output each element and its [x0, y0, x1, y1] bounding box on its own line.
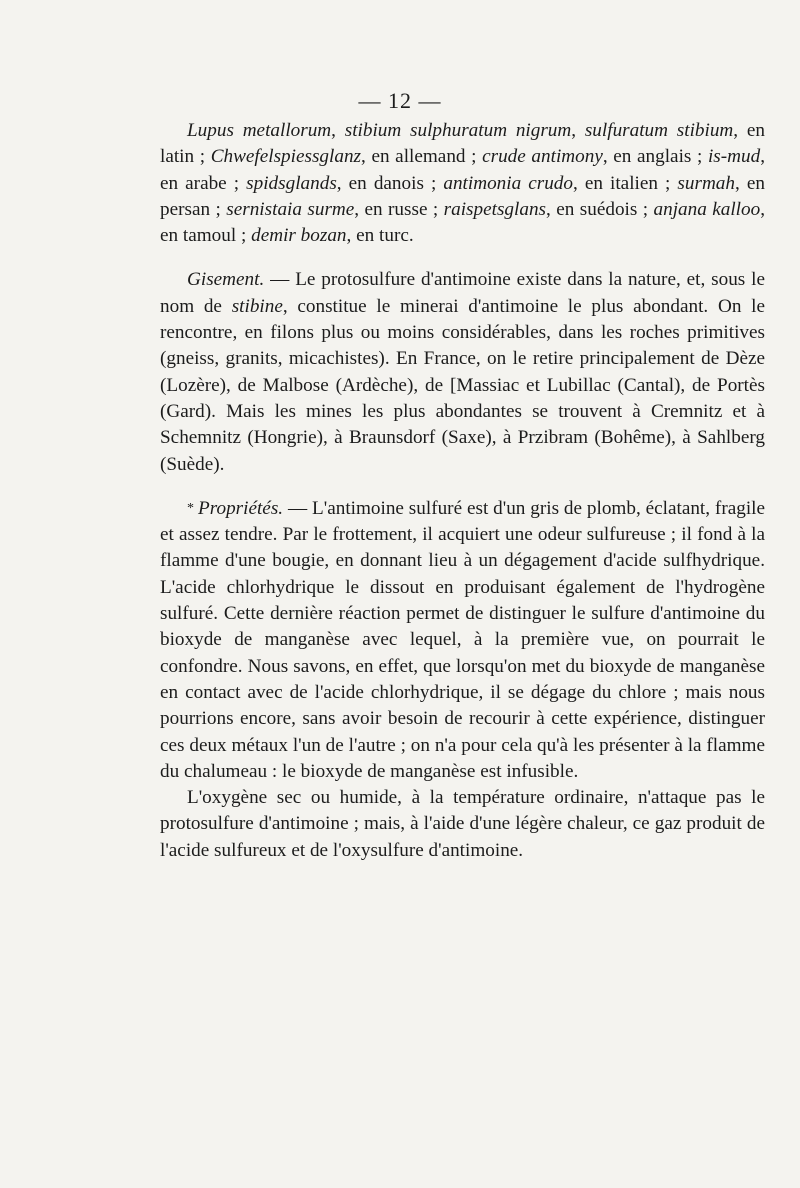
- lang-danish: , en danois ;: [336, 172, 444, 194]
- oxygene-paragraph: [160, 785, 765, 864]
- latin-name-2: stibium sulphuratum nigrum: [344, 120, 572, 141]
- gisement-text-2: , constitue le minerai d'antimoine le plus abondant. On le rencontre, en filons plus ou moins considérables, dans les roches primitives (gneiss, granits, micachistes). En France, on le retire principalement de Dèze (Lozère), de Malbose (Ardèche), de [Massiac et Lubillac (Cantal), de Portès (Gard). Mais les mines les plus abondantes se trouvent à Cremnitz et à Schemnitz (Hongrie), à Braunsdorf (Saxe), à Przibram (Bohême), à Sahlberg (Suède).: [160, 295, 765, 475]
- danish-name: spidsglands: [246, 172, 337, 194]
- proprietes-text: — L'antimoine sulfuré est d'un gris de plomb, éclatant, fragile et assez tendre. Par le frottement, il acquiert une odeur sulfureuse ; il fond à la flamme d'une bougie, en donnant lieu à un dégagement d'acide sulfhydrique. L'acide chlorhydrique le dissout en produisant également de l'hydrogène sulfuré. Cette dernière réaction permet de distinguer le sulfure d'antimoine du bioxyde de manganèse avec lequel, à la première vue, on pourrait le confondre. Nous savons, en effet, que lorsqu'on met du bioxyde de manganèse en contact avec de l'acide chlorhydrique, il se dégage du chlore ; mais nous pourrions encore, sans avoir besoin de recourir à cette expérience, distinguer ces deux métaux l'un de l'autre ; on n'a pour cela qu'à les présenter à la flamme du chalumeau : le bioxyde de manganèse est infusible.: [160, 497, 765, 782]
- lang-tamil: , en tamoul ;: [160, 198, 765, 247]
- gisement-heading: Gisement.: [187, 269, 265, 291]
- proprietes-heading: Propriétés.: [198, 497, 284, 519]
- arabic-name: is-mud: [707, 146, 761, 168]
- names-paragraph: [160, 118, 765, 249]
- latin-name-1: Lupus metallorum: [187, 120, 332, 141]
- lang-german: , en allemand ;: [361, 146, 483, 168]
- lang-arabic: , en arabe ;: [160, 146, 765, 194]
- tamil-name: anjana kalloo: [653, 198, 761, 220]
- sep: ,: [331, 120, 345, 141]
- latin-name-3: sulfuratum stibium: [584, 120, 734, 141]
- gisement-paragraph: [160, 267, 765, 477]
- stibine-term: stibine: [231, 295, 283, 317]
- italian-name: antimonia crudo: [443, 172, 573, 194]
- page-number: — 12 —: [358, 88, 442, 113]
- english-name: crude antimony: [482, 146, 603, 168]
- persian-name: surmah: [677, 172, 735, 194]
- body-text: [160, 118, 765, 864]
- lang-latin: , en latin ;: [160, 120, 765, 168]
- russian-name: sernistaia surme: [226, 198, 355, 220]
- oxygene-text: L'oxygène sec ou humide, à la température ordinaire, n'attaque pas le protosulfure d'antimoine ; mais, à l'aide d'une légère chaleur, ce gaz produit de l'acide sulfureux et de l'oxysulfure d'antimoine.: [160, 787, 765, 861]
- lang-russian: , en russe ;: [354, 198, 444, 220]
- lang-english: , en anglais ;: [602, 146, 708, 168]
- lang-swedish: , en suédois ;: [546, 198, 654, 220]
- gisement-text-1: — Le protosulfure d'antimoine existe dans la nature, et, sous le nom de: [160, 269, 765, 317]
- sep: ,: [571, 120, 585, 141]
- margin-mark: *: [187, 500, 194, 516]
- lang-turkish: , en turc.: [346, 225, 414, 247]
- lang-italian: , en italien ;: [573, 172, 678, 194]
- german-name: Chwefelspiessglanz: [210, 146, 362, 168]
- proprietes-paragraph: [160, 496, 765, 785]
- lang-persian: , en persan ;: [160, 172, 765, 220]
- turkish-name: demir bozan: [251, 225, 347, 247]
- swedish-name: raispetsglans: [443, 198, 547, 220]
